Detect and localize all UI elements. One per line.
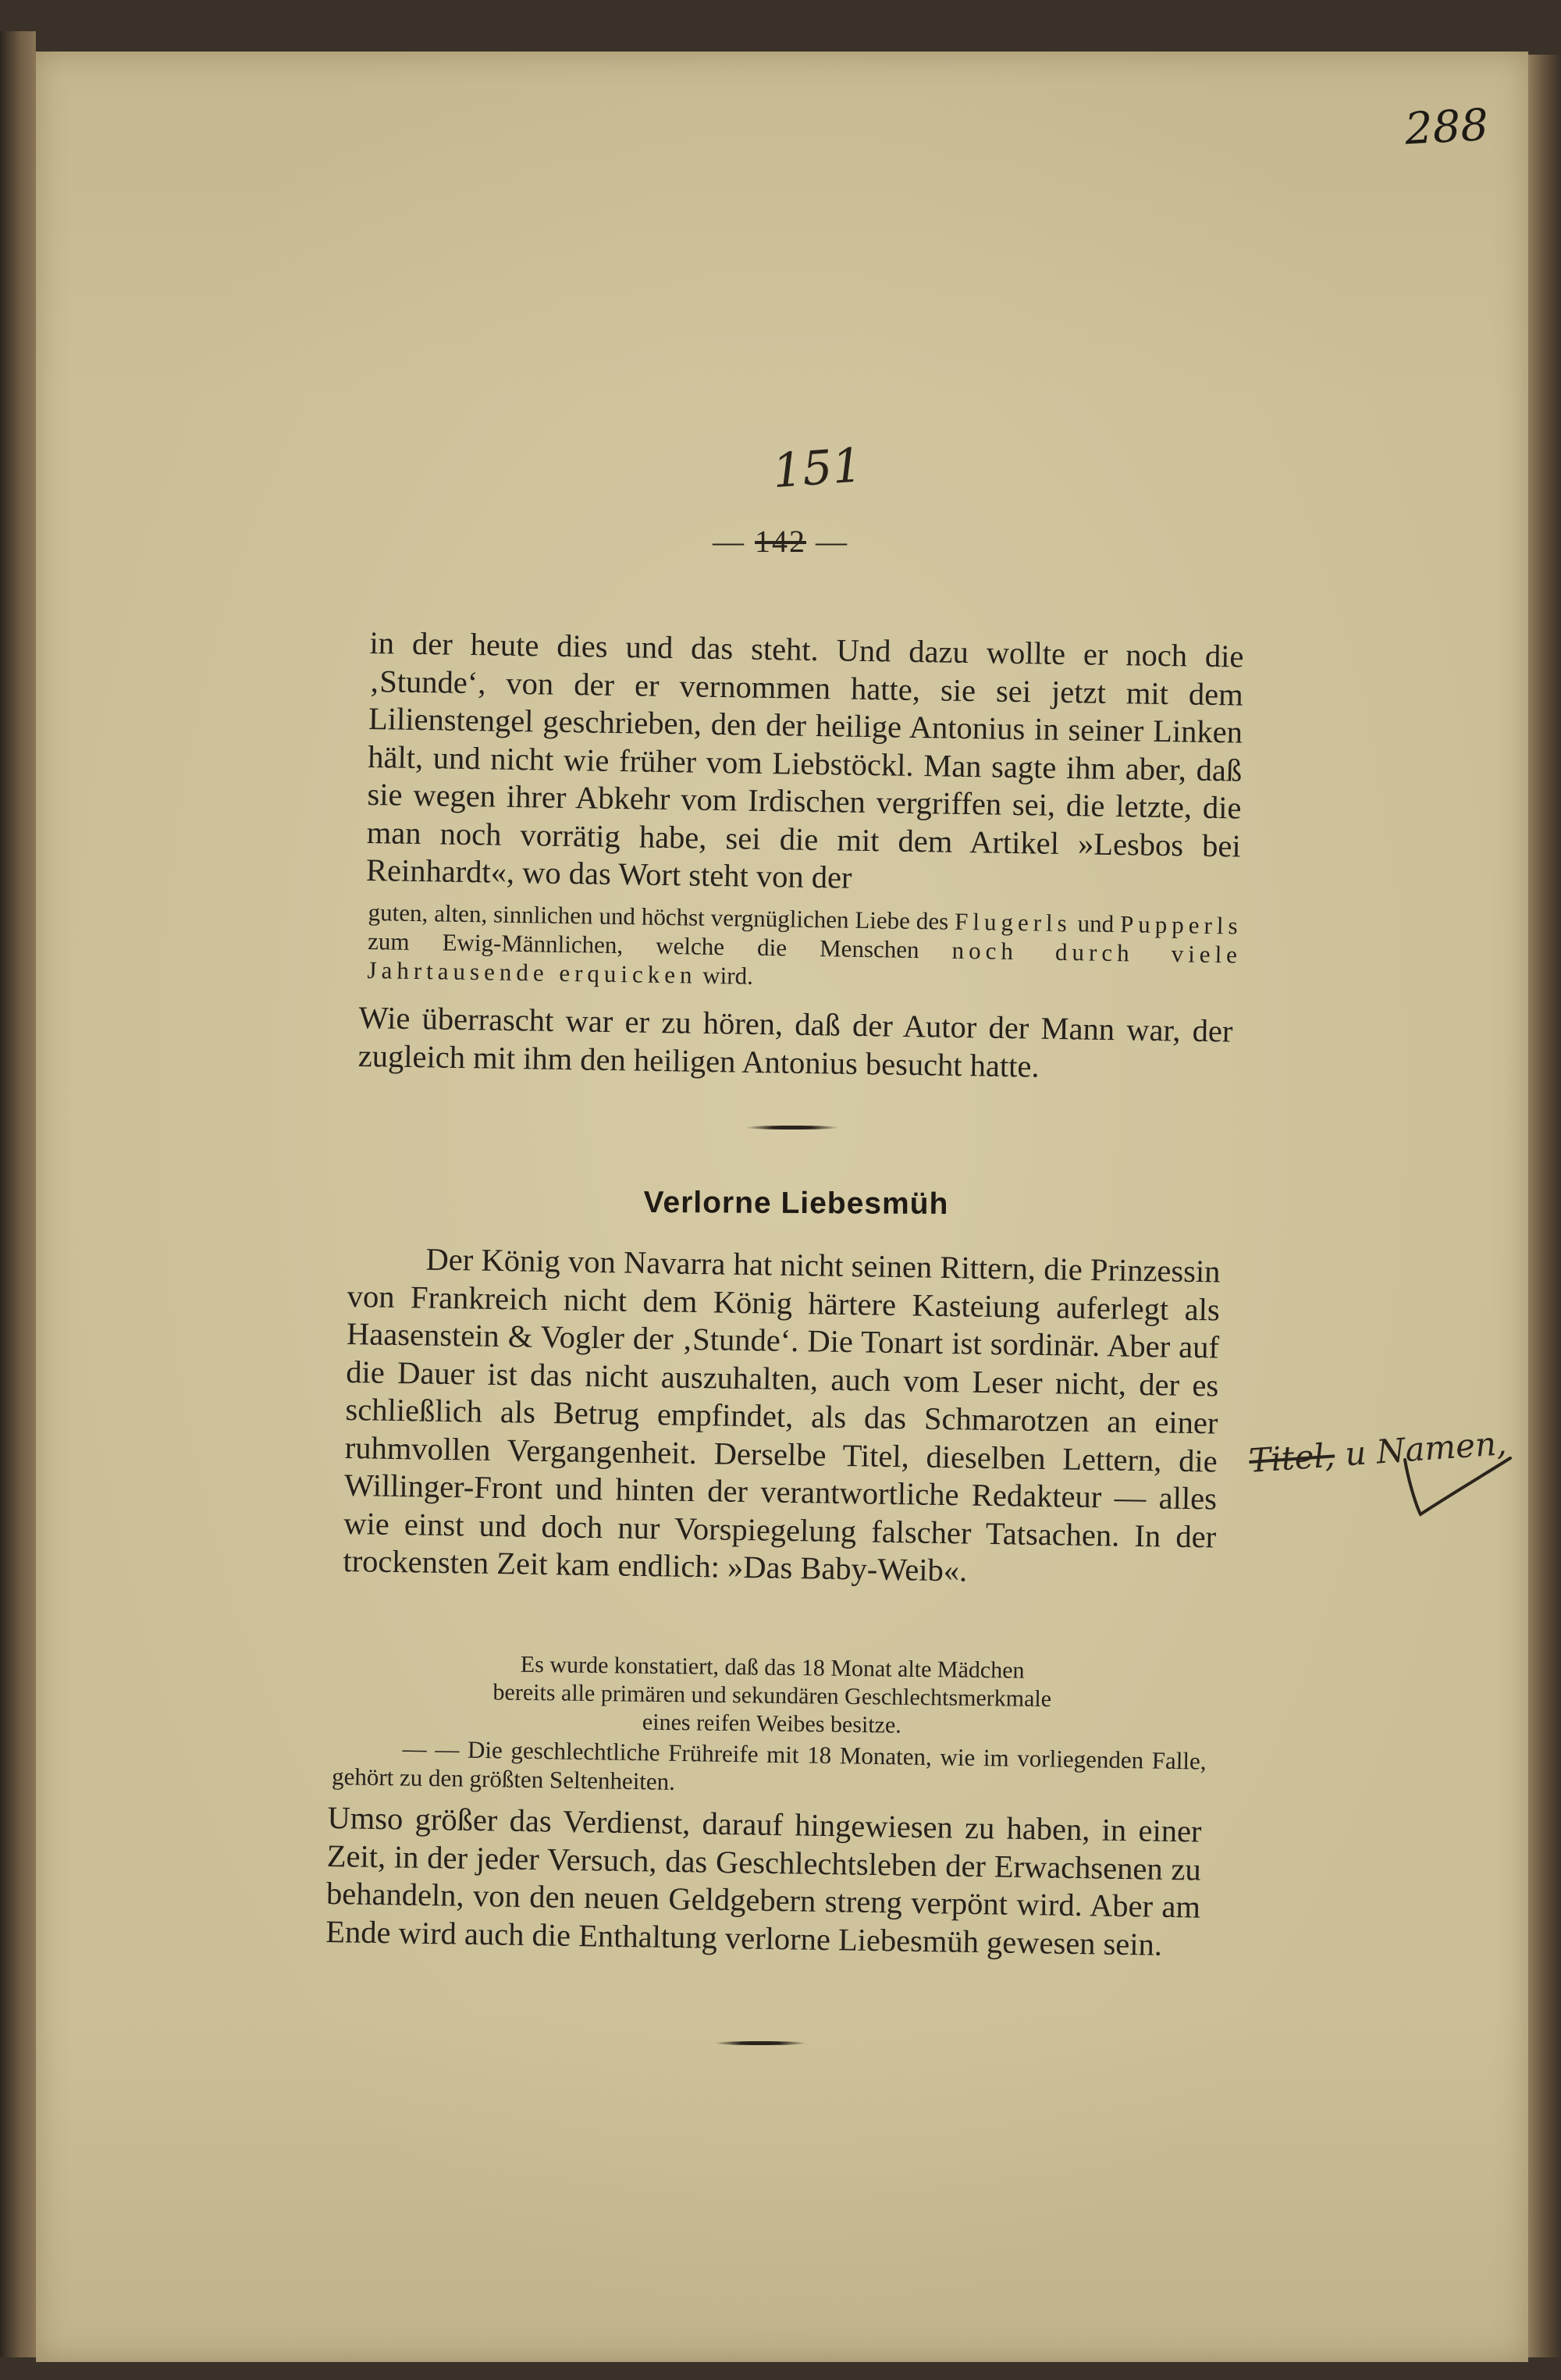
quote-2-centered <box>343 1649 1202 1743</box>
paragraph-3-text: Der König von Navarra hat nicht seinen Rittern, die Prinzessin von Frankreich nicht dem König härtere Kasteiung auferlegt als Haasenstein & Vogler der ‚Stunde‘. Die Tonart ist sordinär. Aber auf die Dauer ist das nicht auszuhalten, auch vom Leser nicht, der es schließlich als Betrug empfindet, als das Schmarotzen an einer ruhmvollen Vergangenheit. Derselbe Titel, dieselben Lettern, die Willinger-Front und hinten der verantwortliche Redakteur — alles wie einst und doch nur Vorspiegelung falscher Tatsachen. In der trockensten Zeit kam endlich: »Das Baby-Weib«. <box>343 1241 1221 1588</box>
quote-1-part-2: und <box>1071 909 1121 938</box>
quote-1 <box>367 898 1243 998</box>
section-title: Verlorne Liebesmüh <box>643 1185 949 1222</box>
quote-1-spaced-1: Flugerls <box>954 907 1072 937</box>
book-spine-edge <box>0 31 36 2357</box>
paragraph-4: Umso größer das Verdienst, darauf hingewiesen zu haben, in einer Zeit, in der jeder Versuch, das Geschlechtsleben der Erwachsenen zu behandeln, von den neuen Geldgebern streng verpönt wird. Aber am Ende wird auch die Enthaltung verlorne Liebesmüh gewesen sein. <box>325 1799 1202 1962</box>
quote-2-line-2: bereits alle primären und sekundären Geschlechtsmerkmale <box>492 1679 1052 1713</box>
section-divider <box>745 1126 839 1130</box>
folio-dash-left: — <box>713 524 745 559</box>
quote-1-spaced-3: noch durch viele Jahrtausende erquicken <box>367 936 1243 989</box>
printed-page-number <box>663 523 898 560</box>
end-divider <box>714 2041 806 2045</box>
margin-struck-word: Titel, <box>1247 1435 1336 1481</box>
paragraph-2: Wie überrascht war er zu hören, daß der Autor der Mann war, der zugleich mit ihm den heiligen Antonius besucht hatte. <box>357 999 1233 1084</box>
paragraph-3 <box>343 1240 1221 1594</box>
quote-1-part-1: guten, alten, sinnlichen und höchst vergnüglichen Liebe des <box>368 898 955 935</box>
quote-1-part-3: zum Ewig-Männlichen, welche die Menschen <box>367 927 952 964</box>
page-edge-shadow <box>1528 55 1561 2357</box>
quote-1-spaced-2: Pupperls <box>1119 910 1243 940</box>
paragraph-1: in der heute dies und das steht. Und dazu wollte er noch die ‚Stunde‘, von der er vernommen hatte, sie sei jetzt mit dem Lilienstengel geschrieben, den der heilige Antonius in seiner Linken hält, und nicht wie früher vom Liebstöckl. Man sagte ihm aber, daß sie wegen ihrer Abkehr vom Irdischen vergriffen sei, die letzte, die man noch vorrätig habe, sei die mit dem Artikel »Lesbos bei Reinhardt«, wo das Wort steht von der <box>365 624 1244 895</box>
quote-2-line-3: eines reifen Weibes besitze. <box>642 1709 901 1738</box>
quote-2-paragraph: — — Die geschlechtliche Frühreife mit 18 Monaten, wie im vorliegenden Falle, gehört zu den größten Seltenheiten. <box>331 1734 1207 1795</box>
paragraph-indent <box>347 1268 425 1270</box>
quote-1-part-4: wird. <box>696 961 754 990</box>
check-mark-icon <box>1389 1436 1514 1530</box>
folio-dash-right: — <box>816 524 848 559</box>
handwritten-page-number: 151 <box>770 438 864 500</box>
quote-2-line-1: Es wurde konstatiert, daß das 18 Monat alte Mädchen <box>520 1651 1025 1684</box>
folio-number: 142 <box>755 524 806 559</box>
margin-note-text: u Namen, <box>1343 1424 1508 1474</box>
archive-number: 288 <box>1403 99 1490 155</box>
